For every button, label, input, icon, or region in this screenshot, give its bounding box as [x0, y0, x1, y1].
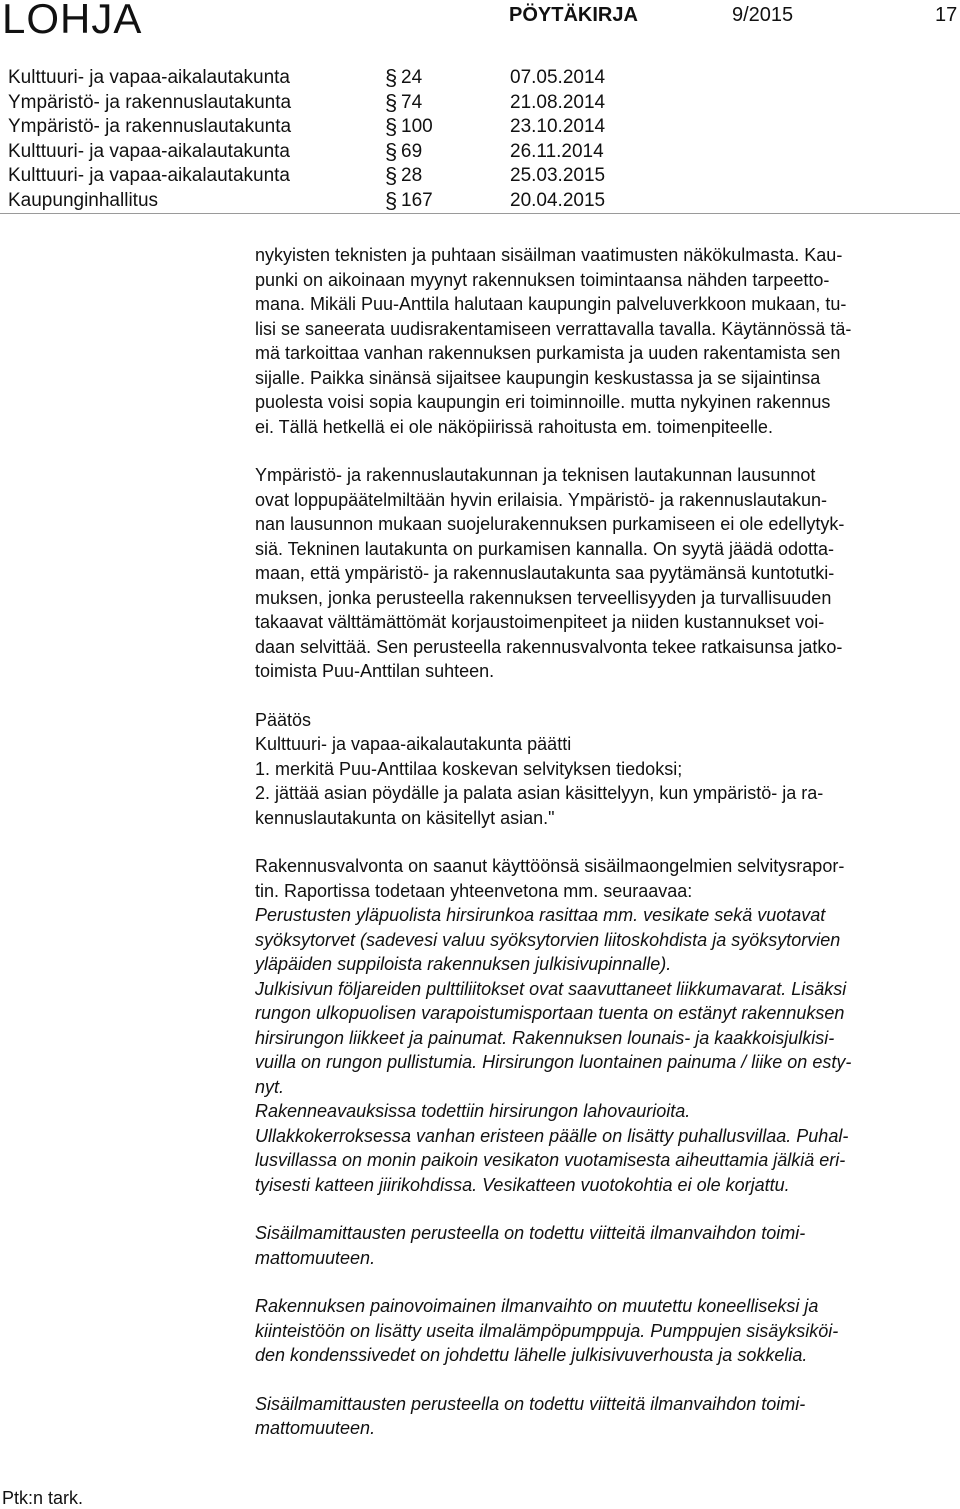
history-section: 24 — [401, 67, 423, 88]
paragraph-decision: Päätös Kulttuuri- ja vapaa-aikalautakunta päätti 1. merkitä Puu-Anttilaa koskevan selvityksen tiedoksi; 2. jättää asian pöydälle ja palata asian käsittelyyn, kun ympäristö- ja ra- kennuslautakunta on käsitellyt asian." — [255, 709, 824, 828]
section-symbol: § — [385, 65, 398, 90]
history-row — [8, 164, 960, 189]
history-section: 167 — [401, 189, 433, 211]
history-section: 28 — [401, 165, 423, 187]
section-symbol: § — [385, 138, 398, 164]
history-body: Kulttuuri- ja vapaa-aikalautakunta — [8, 67, 291, 88]
history-section: 74 — [401, 91, 423, 113]
history-section: 100 — [401, 116, 433, 138]
history-row — [8, 91, 960, 116]
history-date: 23.10.2014 — [510, 116, 606, 138]
history-body: Kaupunginhallitus — [8, 189, 159, 211]
history-row — [8, 189, 960, 214]
paragraph-background: nykyisten teknisten ja puhtaan sisäilman vaatimusten näkökulmasta. Kau- punki on aikoinaan myynyt rakennuksen toimintaansa nähden tarpeetto- mana. Mikäli Puu-Anttila halutaan kaupungin palveluverkkoon mukaan, tu- lisi se saneerata uudisrakentamiseen verrattavalla tavalla. Käytännössä tä- mä tarkoittaa vanhan rakennuksen purkamista ja uuden rakentamista sen sijalle. Paikka sinänsä sijaitsee kaupungin keskustassa ja se sijaintinsa puolesta voisi sopia kaupungin eri toiminnoille. mutta nykyinen rakennus ei. Tällä hetkellä ei ole näköpiirissä rahoitusta em. toimenpiteelle. — [255, 245, 852, 437]
header-divider — [0, 213, 960, 214]
section-symbol: § — [385, 114, 398, 140]
handling-history — [8, 66, 960, 214]
page-number: 17 — [935, 4, 958, 26]
section-symbol: § — [385, 89, 398, 115]
section-symbol: § — [385, 187, 398, 213]
section-symbol: § — [385, 163, 398, 189]
history-row — [8, 115, 960, 140]
history-body: Ympäristö- ja rakennuslautakunta — [8, 116, 292, 138]
history-row — [8, 66, 960, 91]
history-date: 26.11.2014 — [510, 140, 604, 162]
history-date: 20.04.2015 — [510, 189, 606, 211]
paragraph-ventilation-2: Sisäilmamittausten perusteella on todettu viitteitä ilmanvaihdon toimi- mattomuuteen. — [255, 1393, 806, 1438]
history-section: 69 — [401, 140, 423, 162]
page-header — [0, 0, 960, 40]
main-text — [255, 243, 955, 1441]
paragraph-heat-pumps: Rakennuksen painovoimainen ilmanvaihto on muutettu koneelliseksi ja kiinteistöön on lisätty useita ilmalämpöpumppuja. Pumppujen sisäyksiköi- den kondenssivedet on johdettu lähelle julkisivuverhousta ja sokkelia. — [255, 1296, 839, 1365]
decision-heading: Päätös — [255, 709, 312, 730]
paragraph-ventilation-1: Sisäilmamittausten perusteella on todettu viitteitä ilmanvaihdon toimi- mattomuuteen. — [255, 1223, 806, 1268]
lohja-logo: LOHJA — [2, 0, 143, 42]
history-body: Kulttuuri- ja vapaa-aikalautakunta — [8, 165, 291, 187]
paragraph-report: Rakennusvalvonta on saanut käyttöönsä sisäilmaongelmien selvitysrapor- tin. Raportissa todetaan yhteenvetona mm. seuraavaa: Perustusten yläpuolista hirsirunkoa rasittaa mm. vesikate sekä vuotavat syöksytorvet (sadevesi valuu syöksytorvien liitoskohdista ja syöksytorvien yläpäiden suppiloista rakennuksen julkisivupinnalle). Julkisivun följareiden pulttiliitokset ovat saavuttaneet liikkumavarat. Lisäksi rungon ulkopuolisen varapoistumisportaan tuenta on estänyt rakennuksen hirsirungon liikkeet ja painumat. Rakennuksen lounais- ja kaakkoisjulkisi- vuilla on rungon pullistumia. Hirsirungon luontainen painuma / liike on esty- nyt. Rakenneavauksissa todettiin hirsirungon lahovaurioita. Ullakkokerroksessa vanhan eristeen päälle on lisätty puhallusvillaa. Puhal- lusvillassa on monin paikoin vesikaton vuotamisesta aiheuttamia jälkiä eri- tyisesti katteen jiirikohdissa. Vesikatteen vuotokohtia ei ole korjattu. — [255, 856, 852, 1195]
history-body: Kulttuuri- ja vapaa-aikalautakunta — [8, 140, 291, 162]
history-body: Ympäristö- ja rakennuslautakunta — [8, 91, 292, 113]
history-date: 25.03.2015 — [510, 165, 606, 187]
history-date: 07.05.2014 — [510, 67, 606, 88]
history-date: 21.08.2014 — [510, 91, 606, 113]
history-row — [8, 140, 960, 165]
paragraph-statements: Ympäristö- ja rakennuslautakunnan ja teknisen lautakunnan lausunnot ovat loppupäätelmiltään hyvin erilaisia. Ympäristö- ja rakennuslautakun- nan lausunnon mukaan suojelurakennuksen purkamiseen ei ole edellytyk- siä. Tekninen lautakunta on purkamisen kannalla. On syytä jäädä odotta- maan, että ympäristö- ja rakennuslautakunta saa pyytämänsä kuntotutki- muksen, jonka perusteella rakennuksen terveellisyyden ja turvallisuuden takaavat välttämättömät korjaustoimenpiteet ja niiden kustannukset voi- daan selvittää. Sen perusteella rakennusvalvonta tekee ratkaisunsa jatko- toimista Puu-Anttilan suhteen. — [255, 465, 845, 681]
minutes-check-label: Ptk:n tark. — [2, 1488, 84, 1508]
document-number: 9/2015 — [732, 4, 794, 26]
document-type: PÖYTÄKIRJA — [509, 4, 638, 26]
